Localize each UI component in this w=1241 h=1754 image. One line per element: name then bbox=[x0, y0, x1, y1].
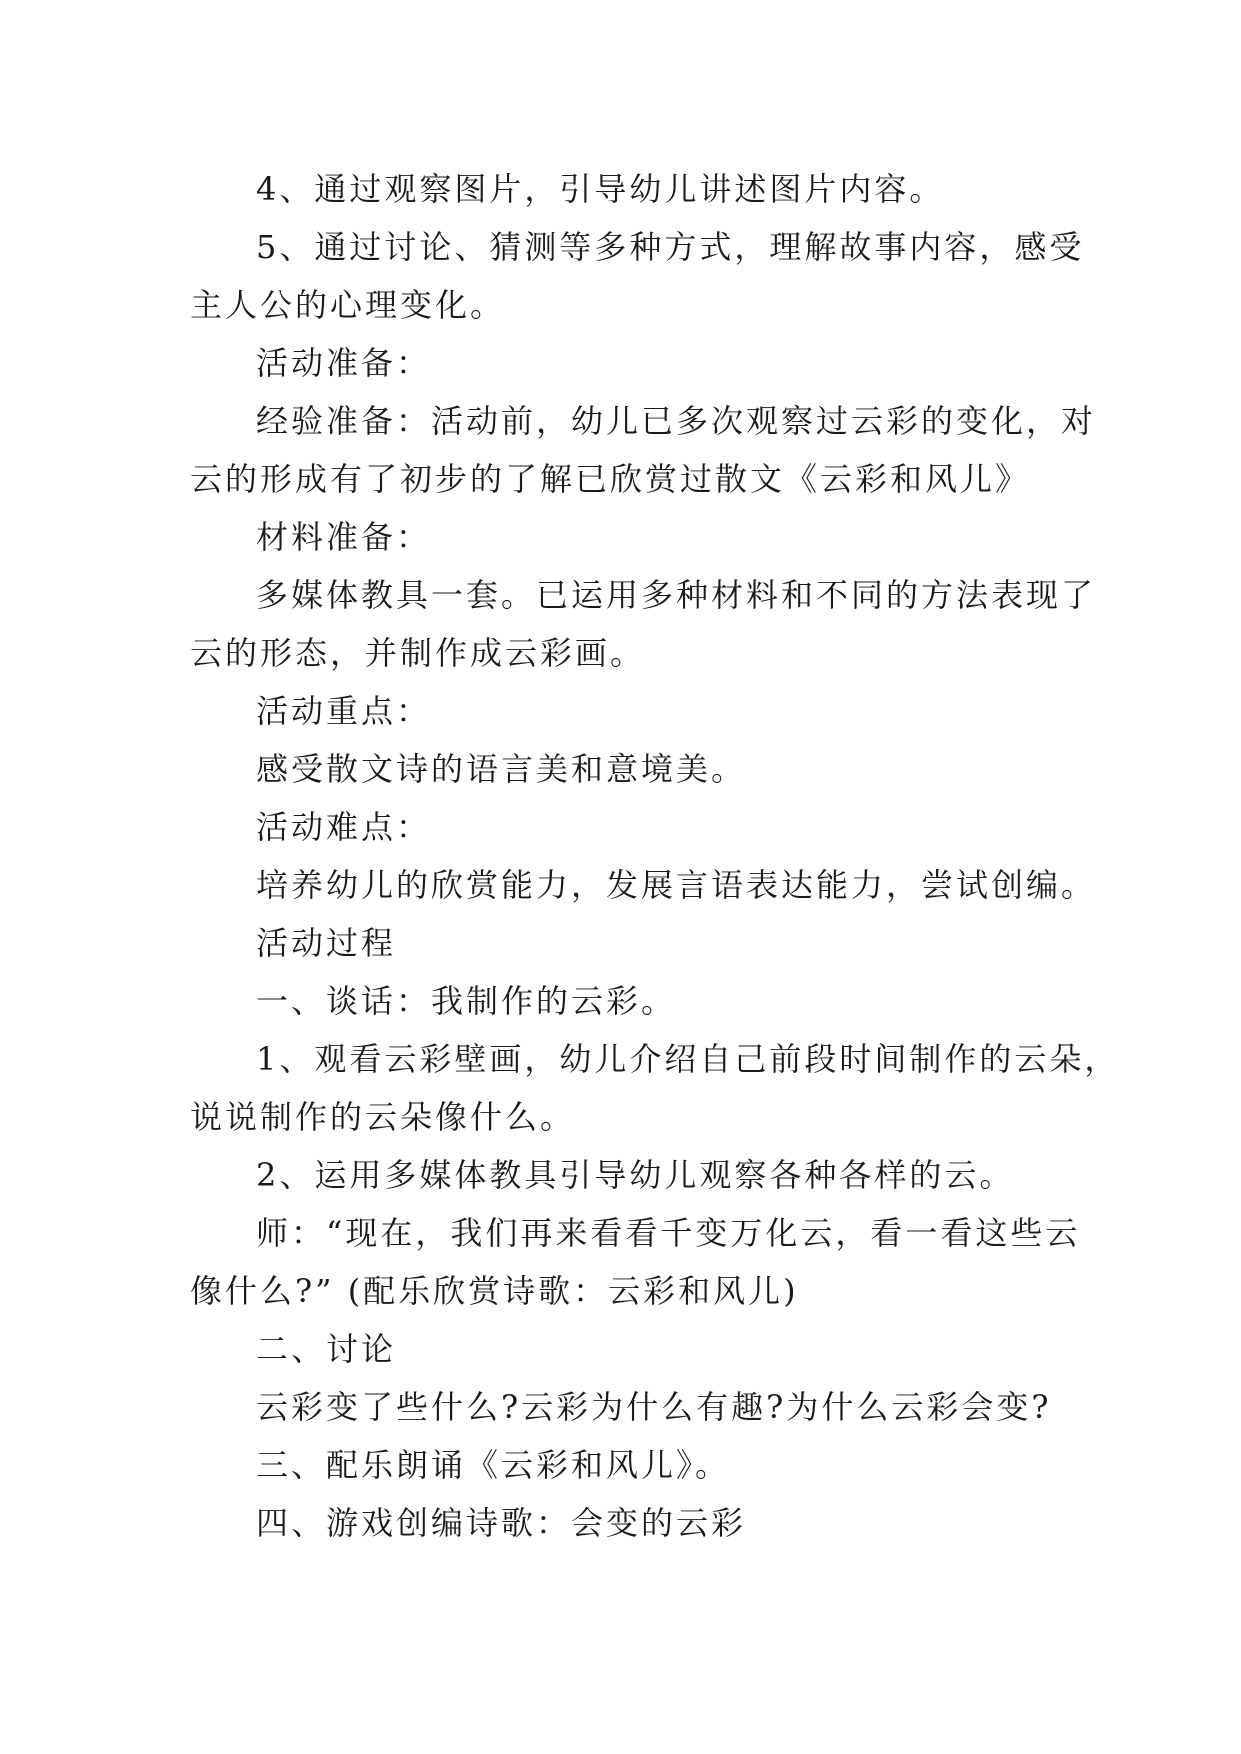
text-line: 主人公的心理变化。 bbox=[190, 286, 506, 324]
text-line: 多媒体教具一套。已运用多种材料和不同的方法表现了 bbox=[256, 576, 1097, 614]
text-line: 云的形态，并制作成云彩画。 bbox=[190, 634, 646, 672]
document-body bbox=[190, 160, 1120, 1552]
section-heading: 活动过程 bbox=[256, 924, 397, 962]
text-line: 说说制作的云朵像什么。 bbox=[190, 1098, 576, 1136]
section-heading: 活动难点： bbox=[256, 808, 432, 846]
section-heading: 二、讨论 bbox=[256, 1330, 397, 1368]
text-line: 三、配乐朗诵《云彩和风儿》。 bbox=[256, 1446, 731, 1484]
text-line: 培养幼儿的欣赏能力，发展言语表达能力，尝试创编。 bbox=[256, 866, 1097, 904]
text-line: 经验准备：活动前，幼儿已多次观察过云彩的变化，对 bbox=[256, 402, 1097, 440]
text-line: 一、谈话：我制作的云彩。 bbox=[256, 982, 677, 1020]
text-line: 1、观看云彩壁画，幼儿介绍自己前段时间制作的云朵， bbox=[256, 1040, 1120, 1078]
text-line: 云的形成有了初步的了解已欣赏过散文《云彩和风儿》 bbox=[190, 460, 1031, 498]
section-heading: 活动准备： bbox=[256, 344, 432, 382]
text-line: 像什么?” (配乐欣赏诗歌：云彩和风儿) bbox=[190, 1272, 799, 1310]
section-heading: 活动重点： bbox=[256, 692, 432, 730]
text-line: 感受散文诗的语言美和意境美。 bbox=[256, 750, 747, 788]
text-line: 云彩变了些什么?云彩为什么有趣?为什么云彩会变? bbox=[256, 1388, 1052, 1426]
text-line: 师：“现在，我们再来看看千变万化云，看一看这些云 bbox=[256, 1214, 1081, 1252]
text-line: 四、游戏创编诗歌：会变的云彩 bbox=[256, 1504, 747, 1542]
section-heading: 材料准备： bbox=[256, 518, 432, 556]
text-line: 2、运用多媒体教具引导幼儿观察各种各样的云。 bbox=[256, 1156, 1015, 1194]
text-line: 5、通过讨论、猜测等多种方式，理解故事内容，感受 bbox=[256, 228, 1085, 266]
text-line: 4、通过观察图片，引导幼儿讲述图片内容。 bbox=[256, 170, 945, 208]
